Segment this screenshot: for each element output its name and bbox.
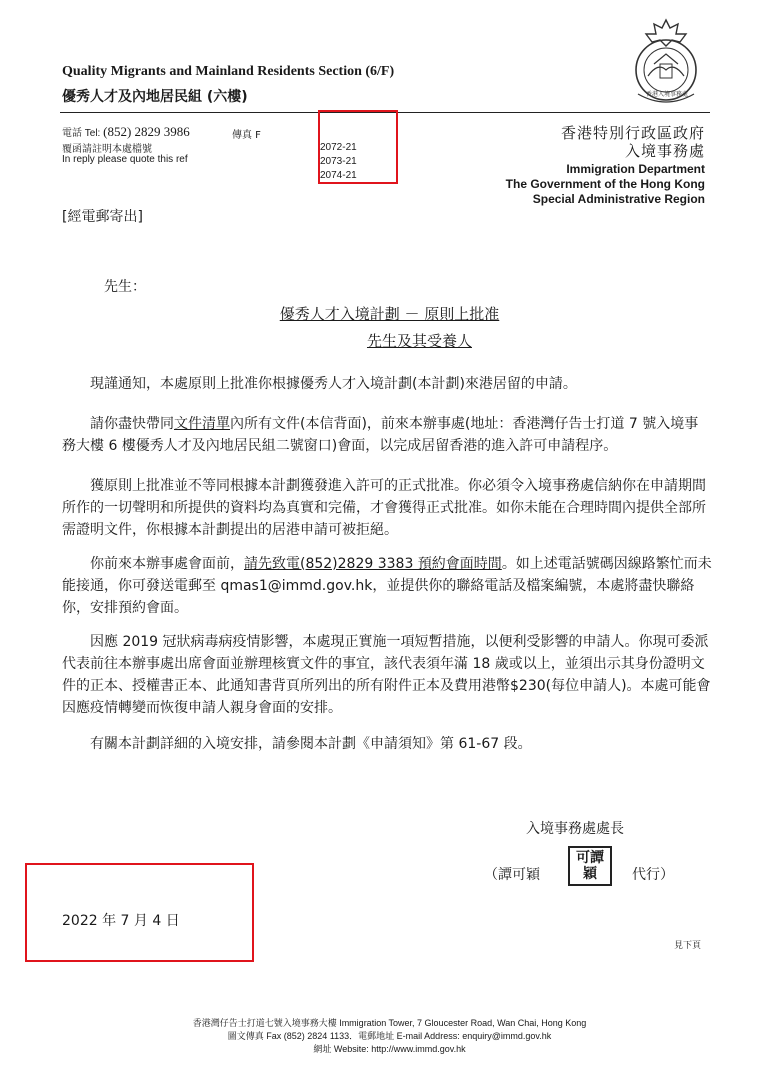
paragraph-text: 。如上述電話號碼因線路繁忙而未能接通，你可發送電郵至 qmas1@immd.gov.hk，並提供你的聯絡電話及檔案編號，本處將盡快聯絡你，安排預約會面。: [62, 556, 712, 616]
footer-contact: [0, 1017, 779, 1056]
paragraph-text: 獲原則上批准並不等同根據本計劃獲發進入許可的正式批准。你必須令入境事務處信納你在申請期間所作的一切聲明和所提供的資料均為真實和完備，才會獲得正式批准。如你未能在合理時間內提供全部所需證明文件，你根據本計劃提出的居港申請可被拒絕。: [62, 478, 706, 538]
paragraph-text: 內所有文件(本信背面)，前來本辦事處(地址：香港灣仔告士打道 7 號入境事務大樓 6 樓優秀人才及內地居民組二號窗口)會面，以完成居留香港的進入許可申請程序。: [62, 416, 699, 454]
next-page-note: 見下頁: [674, 941, 702, 951]
ref-code: 2073-21: [320, 156, 357, 167]
section-name-zh: 優秀人才及內地居民組 (六樓): [62, 89, 248, 105]
paragraph-text: 你前來本辦事處會面前，: [90, 556, 244, 572]
section-name-en: Quality Migrants and Mainland Residents Section (6/F): [62, 64, 395, 79]
appointment-phone-link: 請先致電(852)2829 3383 預約會面時間: [244, 556, 502, 572]
footer-fax-email: 圖文傳真 Fax (852) 2824 1133．電郵地址 E-mail Address: enquiry@immd.gov.hk: [227, 1031, 552, 1041]
name-seal-stamp: [568, 846, 612, 886]
document-list-link: 文件清單: [174, 416, 230, 432]
letter-title: [0, 303, 779, 324]
paragraph-text: 現謹通知，本處原則上批准你根據優秀人才入境計劃(本計劃)來港居留的申請。: [90, 376, 577, 392]
footer-website: 網址 Website: http://www.immd.gov.hk: [313, 1044, 466, 1054]
paragraph-text: 請你盡快帶同: [90, 416, 174, 432]
paragraph-conditions: [62, 475, 712, 541]
stamp-text: 可譚穎: [576, 850, 604, 882]
letter-date: 2022 年 7 月 4 日: [62, 913, 180, 929]
letter-subtitle-text: 先生及其受養人: [366, 332, 472, 350]
ref-code: 2074-21: [320, 170, 357, 181]
dept-name-zh: 香港特別行政區政府: [560, 124, 705, 142]
ref-label-en: In reply please quote this ref: [62, 154, 188, 165]
highlight-box-date: [25, 863, 254, 962]
signatory-title: 入境事務處處長: [526, 821, 624, 837]
letter-subtitle: [0, 330, 779, 351]
tel-line: [62, 124, 190, 140]
paragraph-approval: [62, 373, 712, 395]
dept-name-en-3: Special Administrative Region: [532, 192, 705, 206]
dept-name-en: Immigration Department: [566, 162, 705, 176]
salutation: 先生：: [104, 279, 146, 295]
highlight-box-reference: [318, 110, 398, 184]
paragraph-guidance: [62, 733, 712, 755]
paragraph-appointment: [62, 553, 712, 619]
delivery-method: [經電郵寄出]: [62, 209, 143, 225]
paragraph-text: 有關本計劃詳細的入境安排，請參閱本計劃《申請須知》第 61-67 段。: [90, 736, 532, 752]
paragraph-documents: [62, 413, 712, 457]
tel-label: 電話 Tel:: [62, 128, 101, 139]
letter-title-text: 優秀人才入境計劃 － 原則上批准: [279, 305, 500, 323]
paragraph-text: 因應 2019 冠狀病毒病疫情影響，本處現正實施一項短暫措施，以便利受影響的申請人。你現可委派代表前往本辦事處出席會面並辦理核實文件的事宜，該代表須年滿 18 歲或以上，並須出示其身份證明文件的正本、授權書正本、此通知書背頁所列出的所有附件正本及費用港幣$230(每位申請人)。本處可能會因應疫情轉變而恢復申請人親身會面的安排。: [62, 634, 711, 716]
signatory-name: （譚可穎: [484, 867, 540, 883]
tel-value: (852) 2829 3986: [103, 124, 190, 139]
paragraph-covid-measure: [62, 631, 712, 719]
ref-label-zh: 覆函請註明本處檔號: [62, 144, 152, 155]
dept-name-zh-2: 入境事務處: [624, 142, 705, 160]
fax-label: 傳真 F: [232, 130, 261, 141]
signatory-suffix: 代行）: [632, 867, 674, 883]
dept-name-en-2: The Government of the Hong Kong: [505, 177, 705, 191]
ref-code: 2072-21: [320, 142, 357, 153]
emblem-caption: 香港入境事務處: [645, 91, 688, 98]
footer-address: 香港灣仔告士打道七號入境事務大樓 Immigration Tower, 7 Gloucester Road, Wan Chai, Hong Kong: [192, 1018, 587, 1028]
